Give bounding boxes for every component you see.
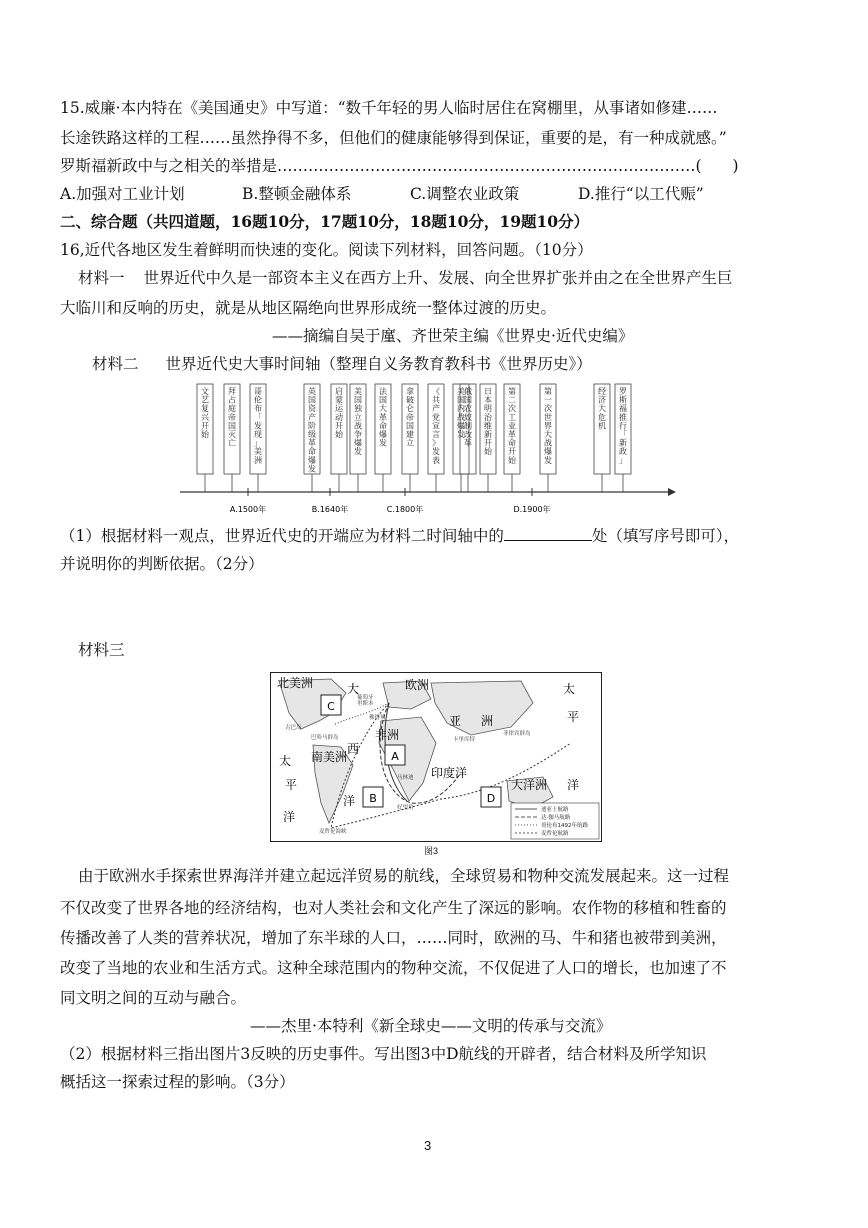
page-number: 3 [424, 1138, 432, 1153]
map-region-label: 太 [279, 754, 292, 768]
legend-label: 哥伦布1492年航路 [541, 823, 588, 829]
map-place-label: 菲律宾群岛 [503, 731, 531, 737]
sub2-line2: 概括这一探索过程的影响。（3分） [60, 1073, 295, 1091]
timeline-event-label: 俄国农奴制改革 [464, 387, 472, 448]
q15-option-b: B.整顿金融体系 [242, 185, 352, 203]
timeline-event-label: 经济大危机 [598, 387, 606, 431]
map-region-label: 大 [347, 682, 360, 696]
material3-text-line3: 传播改善了人类的营养状况，增加了东半球的人口，……同时，欧洲的马、牛和猪也被带到美洲， [60, 929, 727, 947]
timeline-event-label: 英国资产阶级革命爆发 [308, 387, 316, 474]
material1-text: 世界近代中久是一部资本主义在西方上升、发展、向全世界扩张并由之在全世界产生巨 [143, 269, 733, 287]
legend-label: 达·伽马航路 [541, 815, 571, 821]
map-region-label: 北美洲 [277, 676, 314, 690]
map-region-label: 平 [285, 778, 298, 792]
map-place-label: 卡里库特 [453, 737, 476, 743]
timeline-event-label: 《共产党宣言》发表 [432, 387, 440, 465]
material2-caption: 世界近代史大事时间轴（整理自义务教育教科书《世界历史》） [165, 355, 592, 373]
map-region-label: 洲 [481, 714, 494, 728]
timeline-event-label: 启蒙运动开始 [335, 387, 343, 439]
timeline-event-label: 文艺复兴开始 [201, 387, 209, 439]
map-place-label: 古巴岛 [285, 725, 302, 731]
timeline-event-label: 美国独立战争爆发 [354, 387, 362, 457]
material2-header [92, 354, 592, 374]
map-place-label: 好望角 [397, 805, 414, 811]
map-region-label: 西 [347, 742, 360, 756]
legend-label: 麦哲伦航路 [541, 831, 569, 837]
timeline-tick-label: D.1900年 [513, 505, 551, 514]
sub2-line1: （2）根据材料三指出图片3反映的历史事件。写出图3中D航线的开辟者，结合材料及所学知识 [60, 1045, 707, 1063]
box-label-c: C [327, 700, 335, 713]
material2-label: 材料二 [92, 355, 139, 373]
box-label-d: D [486, 792, 496, 805]
map-region-label: 南美洲 [311, 750, 348, 764]
q15-line1: 15.威廉·本内特在《美国通史》中写道：“数千年轻的男人临时居住在窝棚里，从事诸如修建…… [60, 99, 718, 117]
map-region-label: 亚 [449, 714, 462, 728]
legend-label: 迪亚士航路 [541, 807, 569, 813]
q15-option-a: A.加强对工业计划 [60, 185, 185, 203]
timeline-event-label: 法国大革命爆发 [379, 387, 387, 448]
material3-label: 材料三 [78, 641, 125, 659]
timeline-event-label: 美国内战爆发 [457, 387, 465, 439]
map-place-label: 葡萄牙 [357, 695, 374, 701]
timeline-chart [0, 380, 868, 525]
map-region-label: 大洋洲 [511, 778, 548, 792]
map-caption: 图3 [424, 846, 439, 856]
material3-text-line5: 同文明之间的互动与融合。 [60, 989, 247, 1007]
map-region-label: 平 [567, 710, 580, 724]
q16-stem: 16,近代各地区发生着鲜明而快速的变化。阅读下列材料，回答问题。（10分） [60, 241, 593, 259]
map-svg [271, 673, 601, 841]
map-place-label: 佛得角 [369, 715, 386, 721]
map-region-label: 印度洋 [431, 766, 468, 780]
box-label-a: A [391, 750, 399, 763]
material1-label: 材料一 [78, 269, 125, 287]
material3-text-line1: 由于欧洲水手探索世界海洋并建立起远洋贸易的航线，全球贸易和物种交流发展起来。这一过程 [78, 867, 730, 885]
map-place-label: 马林迪 [397, 775, 414, 781]
timeline-event-label: 第二次工业革命开始 [508, 387, 516, 465]
material3-source: ——杰里·本特利《新全球史——文明的传承与交流》 [250, 1017, 612, 1035]
timeline-tick-label: A.1500年 [229, 505, 267, 514]
section2-heading: 二、综合题（共四道题，16题10分，17题10分，18题10分，19题10分） [60, 212, 590, 231]
map-place-label: 里斯本 [357, 701, 374, 707]
timeline-event-label: 哥伦布「发现」美洲 [254, 387, 262, 465]
timeline-tick-label: C.1800年 [386, 505, 424, 514]
map-place-label: 巴哈马群岛 [311, 735, 339, 741]
timeline-event-label: 第一次世界大战爆发 [544, 387, 552, 465]
map-place-label: 麦哲伦海峡 [319, 829, 347, 835]
sub1-line2: 并说明你的判断依据。（2分） [60, 555, 264, 573]
map-region-label: 欧洲 [405, 678, 430, 692]
answer-blank[interactable] [504, 526, 592, 541]
map-region-label: 洋 [567, 778, 580, 792]
box-label-b: B [369, 792, 377, 805]
q15-option-c: C.调整农业政策 [410, 185, 520, 203]
material1-line1 [78, 268, 732, 288]
timeline-event-label: 拜占庭帝国灭亡 [228, 387, 236, 448]
map-region-label: 非洲 [375, 728, 400, 742]
material3-text-line2: 不仅改变了世界各地的经济结构，也对人类社会和文化产生了深远的影响。农作物的移植和牲畜的 [60, 899, 727, 917]
timeline-arrow [668, 488, 676, 496]
timeline-event-label: 拿破仑帝国建立 [406, 387, 414, 448]
q15-option-d: D.推行“以工代赈” [578, 185, 704, 203]
q15-line2: 长途铁路这样的工程……虽然挣得不多，但他们的健康能够得到保证，重要的是，有一种成就感。” [60, 129, 727, 147]
sub1-text-after: 处（填写序号即可）， [591, 527, 740, 545]
timeline-tick-label: B.1640年 [311, 505, 349, 514]
material3-text-line4: 改变了当地的农业和生活方式。这种全球范围内的物种交流，不仅促进了人口的增长，也加速了不 [60, 959, 727, 977]
timeline-event-label: 日本明治维新开始 [484, 387, 492, 457]
sub1-text-before: （1）根据材料一观点，世界近代史的开端应为材料二时间轴中的 [60, 527, 504, 545]
material1-source: ——摘编自吴于廑、齐世荣主编《世界史·近代史编》 [272, 327, 634, 345]
material1-line2: 大临川和反响的历史，就是从地区隔绝向世界形成统一整体过渡的历史。 [60, 299, 557, 317]
q15-line3: 罗斯福新政中与之相关的举措是………………………………………………………………………( ) [60, 157, 739, 175]
timeline-event-label: 罗斯福推行「新政」 [619, 387, 627, 465]
map-region-label: 洋 [343, 794, 356, 808]
sub1-line1 [60, 526, 739, 546]
map-region-label: 洋 [283, 810, 296, 824]
map-region-label: 太 [563, 682, 576, 696]
q15-options [60, 184, 820, 204]
voyage-map [270, 672, 602, 842]
